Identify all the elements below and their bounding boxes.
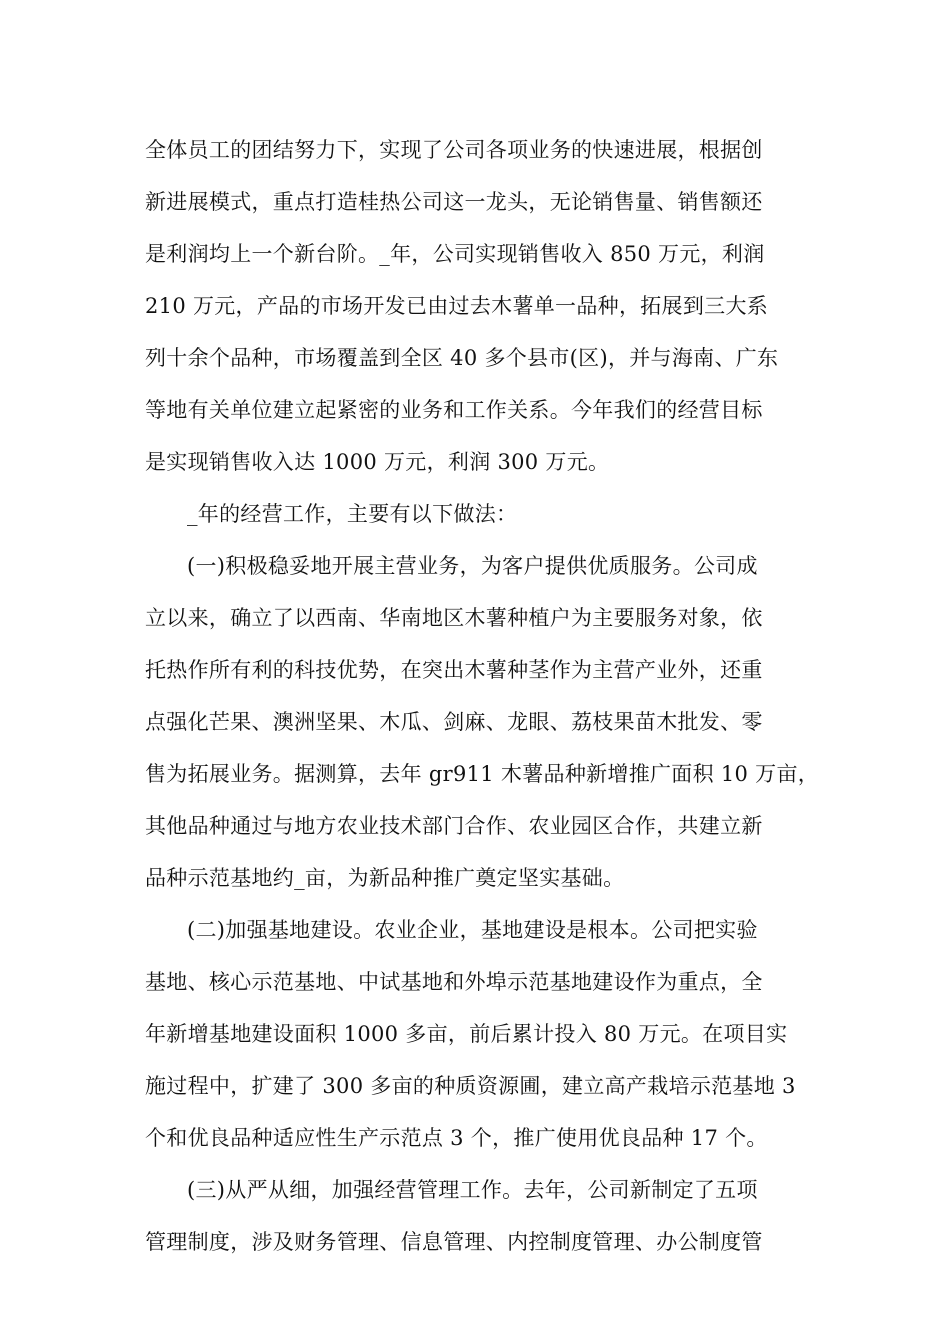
text-line: (三)从严从细，加强经营管理工作。去年，公司新制定了五项 xyxy=(187,1178,758,1202)
text-line: 售为拓展业务。据测算，去年 gr911 木薯品种新增推广面积 10 万亩， xyxy=(145,762,820,786)
text-line: 其他品种通过与地方农业技术部门合作、农业园区合作，共建立新 xyxy=(145,814,763,838)
text-line: 个和优良品种适应性生产示范点 3 个，推广使用优良品种 17 个。 xyxy=(145,1126,768,1150)
text-line: 立以来，确立了以西南、华南地区木薯种植户为主要服务对象，依 xyxy=(145,606,763,630)
text-line: (一)积极稳妥地开展主营业务，为客户提供优质服务。公司成 xyxy=(187,554,758,578)
text-line: 点强化芒果、澳洲坚果、木瓜、剑麻、龙眼、荔枝果苗木批发、零 xyxy=(145,710,763,734)
body-text xyxy=(145,124,825,1268)
text-line: 年新增基地建设面积 1000 多亩，前后累计投入 80 万元。在项目实 xyxy=(145,1022,788,1046)
text-line: 施过程中，扩建了 300 多亩的种质资源圃，建立高产栽培示范基地 3 xyxy=(145,1074,796,1098)
text-line: 基地、核心示范基地、中试基地和外埠示范基地建设作为重点，全 xyxy=(145,970,763,994)
text-line: 列十余个品种，市场覆盖到全区 40 多个县市(区)，并与海南、广东 xyxy=(145,346,779,370)
text-line: _年的经营工作，主要有以下做法： xyxy=(187,502,518,526)
text-line: 管理制度，涉及财务管理、信息管理、内控制度管理、办公制度管 xyxy=(145,1230,763,1254)
text-line: 等地有关单位建立起紧密的业务和工作关系。今年我们的经营目标 xyxy=(145,398,763,422)
text-line: 全体员工的团结努力下，实现了公司各项业务的快速进展，根据创 xyxy=(145,138,763,162)
text-line: (二)加强基地建设。农业企业，基地建设是根本。公司把实验 xyxy=(187,918,758,942)
text-line: 210 万元，产品的市场开发已由过去木薯单一品种，拓展到三大系 xyxy=(145,294,769,318)
text-line: 品种示范基地约_亩，为新品种推广奠定坚实基础。 xyxy=(145,866,625,890)
text-line: 是利润均上一个新台阶。_年，公司实现销售收入 850 万元，利润 xyxy=(145,242,765,266)
text-line: 新进展模式，重点打造桂热公司这一龙头，无论销售量、销售额还 xyxy=(145,190,763,214)
text-line: 托热作所有利的科技优势，在突出木薯种茎作为主营产业外，还重 xyxy=(145,658,763,682)
text-line: 是实现销售收入达 1000 万元，利润 300 万元。 xyxy=(145,450,610,474)
